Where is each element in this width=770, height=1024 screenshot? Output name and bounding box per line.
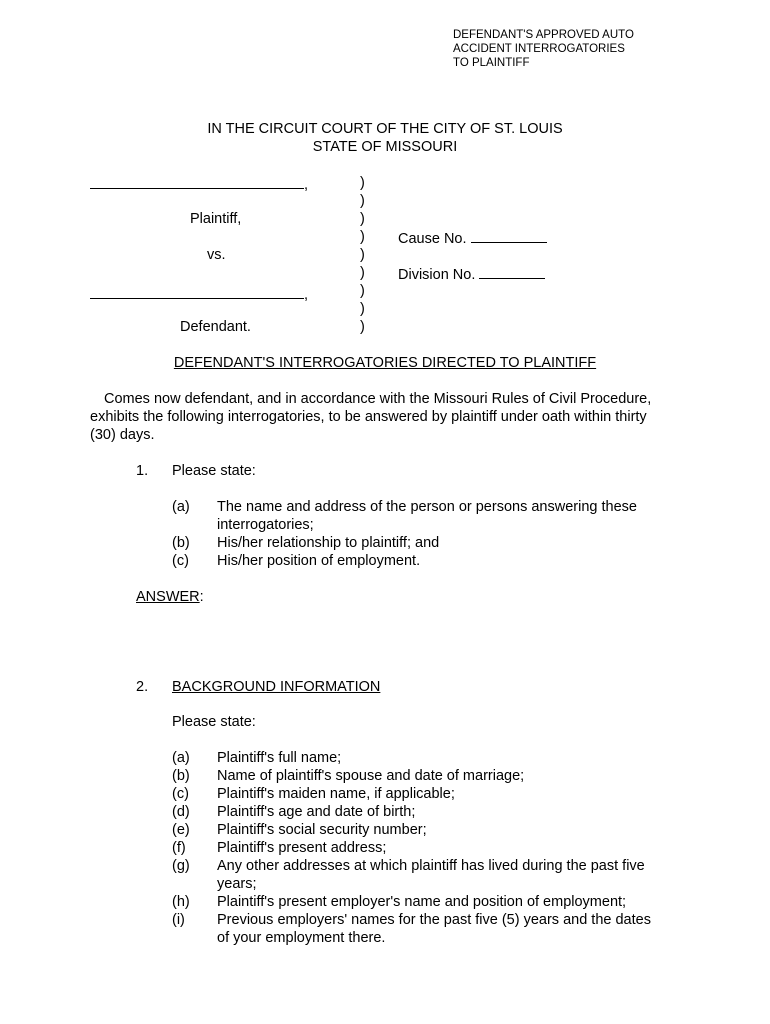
answer-label: ANSWER: [136, 589, 200, 605]
q1-item-c-line1: His/her position of employment.: [217, 553, 421, 569]
court-state: STATE OF MISSOURI: [312, 139, 458, 155]
q1-item-a-line2: interrogatories;: [217, 517, 314, 533]
q2-item-f-letter: (f): [172, 840, 186, 856]
header-note-line2: ACCIDENT INTERROGATORIES: [453, 43, 625, 55]
plaintiff-name-field: [90, 174, 308, 194]
plaintiff-comma: ,: [304, 177, 309, 193]
cause-number-label: Cause No.: [398, 231, 467, 247]
header-note-line1: DEFENDANT'S APPROVED AUTO: [453, 29, 634, 41]
q1-item-b-letter: (b): [172, 535, 190, 551]
q2-item-b-line1: Name of plaintiff's spouse and date of marriage;: [217, 768, 525, 784]
defendant-name-field: [90, 284, 308, 304]
q2-number: 2.: [136, 679, 149, 695]
q1-item-a-letter: (a): [172, 499, 190, 515]
q2-item-i-line1: Previous employers' names for the past five (5) years and the dates: [217, 912, 651, 928]
q2-item-b-letter: (b): [172, 768, 190, 784]
paren: ): [360, 193, 365, 209]
q2-item-f-line1: Plaintiff's present address;: [217, 840, 387, 856]
defendant-name-blank: [90, 284, 304, 299]
answer-colon: :: [199, 589, 204, 605]
q2-item-e-line1: Plaintiff's social security number;: [217, 822, 427, 838]
intro-line2: exhibits the following interrogatories, to be answered by plaintiff under oath within thirty: [90, 409, 647, 425]
paren: ): [360, 283, 365, 299]
plaintiff-label: Plaintiff,: [190, 211, 242, 227]
q2-item-i-line2: of your employment there.: [217, 930, 386, 946]
q2-item-g-letter: (g): [172, 858, 190, 874]
q1-item-c-letter: (c): [172, 553, 189, 569]
q2-item-g-line2: years;: [217, 876, 257, 892]
q2-item-h-line1: Plaintiff's present employer's name and position of employment;: [217, 894, 627, 910]
caption-paren-column: [360, 174, 365, 336]
q2-heading: BACKGROUND INFORMATION: [172, 679, 381, 695]
paren: ): [360, 229, 365, 245]
vs-label: vs.: [207, 247, 226, 263]
division-number-field: [398, 264, 545, 284]
paren: ): [360, 265, 365, 281]
cause-number-field: [398, 228, 547, 248]
division-number-label: Division No.: [398, 267, 476, 283]
document-title: DEFENDANT'S INTERROGATORIES DIRECTED TO PLAINTIFF: [173, 355, 597, 371]
cause-number-blank: [471, 228, 547, 243]
q2-item-a-letter: (a): [172, 750, 190, 766]
header-note: [453, 28, 634, 70]
paren: ): [360, 247, 365, 263]
q1-item-a-line1: The name and address of the person or persons answering these: [217, 499, 637, 515]
q2-item-c-letter: (c): [172, 786, 189, 802]
q2-item-g-line1: Any other addresses at which plaintiff has lived during the past five: [217, 858, 645, 874]
defendant-comma: ,: [304, 287, 309, 303]
q2-lead: Please state:: [172, 714, 256, 730]
paren: ): [360, 211, 365, 227]
paren: ): [360, 319, 365, 335]
header-note-line3: TO PLAINTIFF: [453, 57, 530, 69]
plaintiff-name-blank: [90, 174, 304, 189]
paren: ): [360, 301, 365, 317]
q2-item-e-letter: (e): [172, 822, 190, 838]
q1-answer-label: [136, 588, 204, 606]
q2-item-h-letter: (h): [172, 894, 190, 910]
defendant-label: Defendant.: [180, 319, 251, 335]
paren: ): [360, 175, 365, 191]
q2-item-c-line1: Plaintiff's maiden name, if applicable;: [217, 786, 455, 802]
q1-lead: Please state:: [172, 463, 256, 479]
q1-item-b-line1: His/her relationship to plaintiff; and: [217, 535, 440, 551]
intro-line1: Comes now defendant, and in accordance with the Missouri Rules of Civil Procedure,: [104, 391, 652, 407]
court-name: IN THE CIRCUIT COURT OF THE CITY OF ST. LOUIS: [207, 121, 563, 137]
q2-item-a-line1: Plaintiff's full name;: [217, 750, 342, 766]
intro-line3: (30) days.: [90, 427, 155, 443]
q2-item-d-line1: Plaintiff's age and date of birth;: [217, 804, 416, 820]
q1-number: 1.: [136, 463, 149, 479]
q2-item-i-letter: (i): [172, 912, 185, 928]
division-number-blank: [479, 264, 545, 279]
q2-item-d-letter: (d): [172, 804, 190, 820]
